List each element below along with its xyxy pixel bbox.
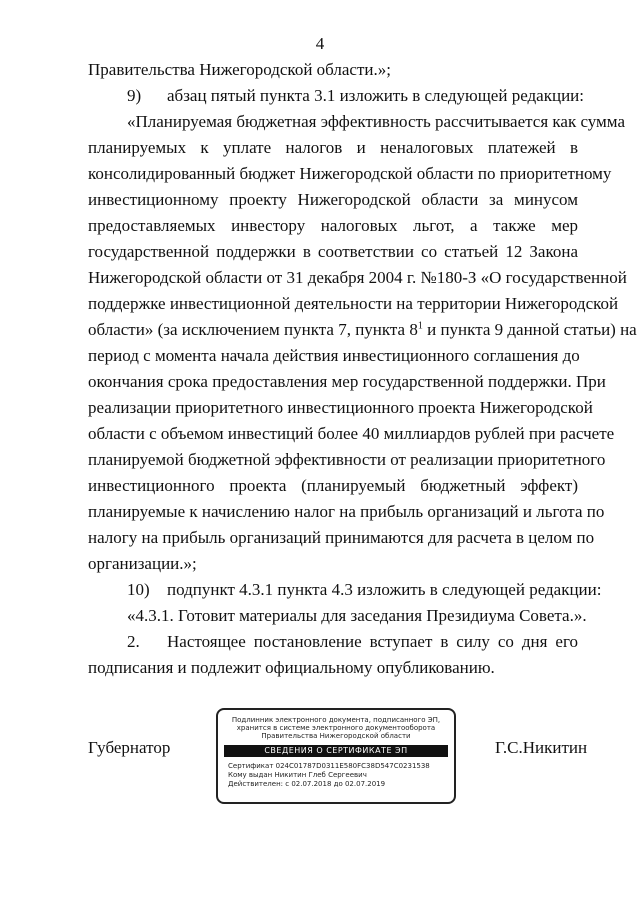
- text-line: поддержке инвестиционной деятельности на территории Нижегородской: [88, 294, 619, 313]
- text-line: «4.3.1. Готовит материалы для заседания Президиума Совета.».: [127, 606, 587, 625]
- text-fragment: и пункта 9 данной статьи) на: [422, 320, 637, 339]
- text-line: области с объемом инвестиций более 40 миллиардов рублей при расчете: [88, 424, 615, 443]
- list-item-10: [127, 580, 602, 600]
- text-line: планируемой бюджетной эффективности от реализации приоритетного: [88, 450, 606, 469]
- text-line: планируемые к начислению налог на прибыль организаций и льгота по: [88, 502, 605, 521]
- stamp-validity: Действителен: с 02.07.2018 до 02.07.2019: [228, 780, 386, 788]
- stamp-intro-line: Правительства Нижегородской области: [261, 732, 411, 740]
- item-number: 2.: [127, 632, 140, 651]
- item-text: Настоящее постановление вступает в силу со дня его: [167, 632, 578, 651]
- text-line: инвестиционного проекта (планируемый бюджетный эффект): [88, 476, 578, 495]
- text-line: подписания и подлежит официальному опубликованию.: [88, 658, 495, 677]
- text-fragment: области» (за исключением пункта 7, пункта 8: [88, 320, 418, 339]
- text-line: [88, 320, 637, 340]
- text-line: «Планируемая бюджетная эффективность рассчитывается как сумма: [127, 112, 625, 131]
- stamp-intro-line: Подлинник электронного документа, подписанного ЭП,: [231, 716, 441, 724]
- superscript: 1: [417, 320, 423, 332]
- text-line: государственной поддержки в соответствии со статьей 12 Закона: [88, 242, 578, 261]
- electronic-signature-stamp: [216, 708, 456, 804]
- text-line: планируемых к уплате налогов и неналоговых платежей в: [88, 138, 578, 157]
- text-line: консолидированный бюджет Нижегородской области по приоритетному: [88, 164, 612, 183]
- stamp-intro-line: хранится в системе электронного документооборота: [236, 724, 436, 732]
- text-line: период с момента начала действия инвестиционного соглашения до: [88, 346, 580, 365]
- list-item-9: [127, 86, 584, 106]
- signer-name: Г.С.Никитин: [495, 738, 588, 757]
- item-number: 9): [127, 86, 142, 105]
- text-line: Нижегородской области от 31 декабря 2004 г. №180-З «О государственной: [88, 268, 627, 287]
- item-number: 10): [127, 580, 150, 599]
- stamp-intro: [226, 716, 446, 740]
- stamp-header: СВЕДЕНИЯ О СЕРТИФИКАТЕ ЭП: [224, 745, 448, 757]
- text-line: реализации приоритетного инвестиционного проекта Нижегородской: [88, 398, 593, 417]
- text-line: предоставляемых инвестору налоговых льгот, а также мер: [88, 216, 578, 235]
- signer-position: Губернатор: [88, 738, 171, 757]
- text-line: организации.»;: [88, 554, 197, 573]
- stamp-certificate: Сертификат 024C01787D0311E580FC38D547C0231538: [228, 762, 430, 770]
- text-line: инвестиционному проекту Нижегородской области за минусом: [88, 190, 578, 209]
- item-text: абзац пятый пункта 3.1 изложить в следующей редакции:: [167, 86, 584, 105]
- stamp-owner: Кому выдан Никитин Глеб Сергеевич: [228, 771, 367, 779]
- list-item-2: [127, 632, 578, 652]
- item-text: подпункт 4.3.1 пункта 4.3 изложить в следующей редакции:: [167, 580, 602, 599]
- page-number: 4: [315, 34, 325, 53]
- text-line: окончания срока предоставления мер государственной поддержки. При: [88, 372, 606, 391]
- text-line: налогу на прибыль организаций принимаются для расчета в целом по: [88, 528, 595, 547]
- text-line: Правительства Нижегородской области.»;: [88, 60, 391, 79]
